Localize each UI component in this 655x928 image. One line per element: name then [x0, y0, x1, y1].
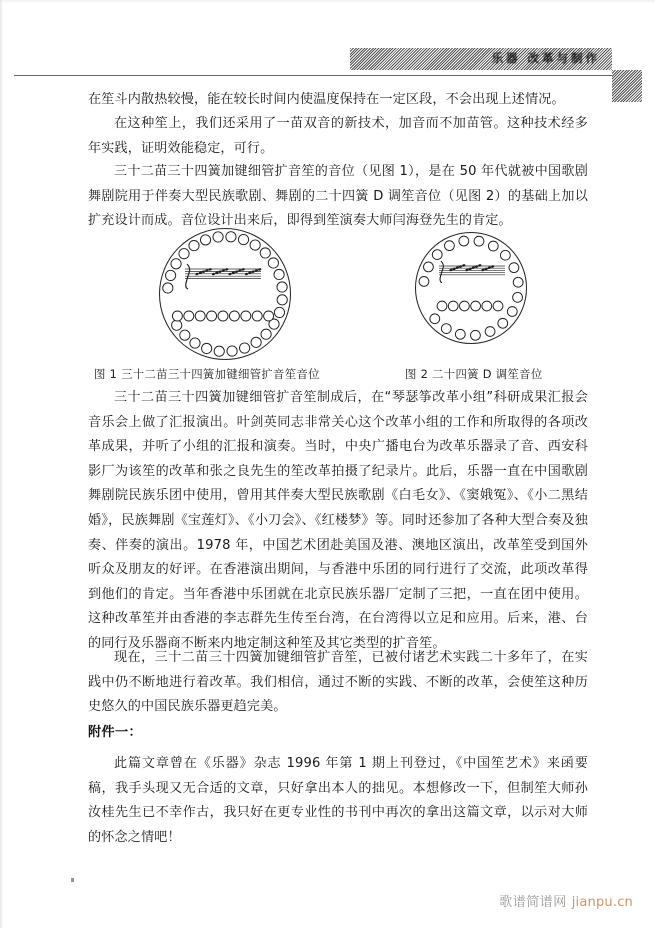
paragraph-3: 三十二苗三十四簧加键细管扩音笙的音位（见图 1），是在 50 年代就被中国歌剧舞剧院用于伴奏大型民族歌剧、舞剧的二十四簧 D 调笙音位（见图 2）的基础上加以扩充设计而成。音位设计出来后，即得到笙演奏大师闫海登先生的肯定。	[88, 164, 588, 229]
figure-1-diagram	[157, 226, 293, 362]
scan-edge-top	[0, 0, 655, 3]
figure-2-caption: 图 2 二十四簧 D 调笙音位	[405, 367, 543, 381]
watermark	[499, 891, 633, 910]
header-rule	[14, 75, 612, 76]
figure-2	[413, 230, 529, 346]
figure-2-diagram	[413, 230, 529, 346]
paragraph-attachment: 此篇文章曾在《乐器》杂志 1996 年第 1 期上刊登过，《中国笙艺术》来函要稿，我手头现又无合适的文章，只好拿出本人的拙见。本想修改一下，但制笙大师孙汝桂先生已不幸作古，我只好在更专业性的书刊中再次的拿出这篇文章，以示对大师的怀念之情吧！	[88, 756, 588, 845]
running-header-text: 乐器 改革与制作	[491, 51, 600, 65]
figure-1-caption: 图 1 三十二苗三十四簧加键细管扩音笙音位	[94, 367, 320, 381]
header-corner-block	[612, 70, 642, 102]
scan-edge-left	[0, 0, 3, 928]
watermark-chinese-text: 歌谱简谱网	[499, 895, 567, 910]
scan-artifact-speck	[71, 878, 74, 882]
paragraph-1: 在笙斗内散热较慢，能在较长时间内使温度保持在一定区段，不会出现上述情况。	[88, 92, 565, 107]
figure-1	[157, 226, 293, 362]
paragraph-body-2: 现在，三十二苗三十四簧加键细管扩音笙，已被付诸艺术实践二十多年了，在实践中仍不断地进行着改革。我们相信，通过不断的实践、不断的改革，会使笙这种历史悠久的中国民族乐器更趋完美。	[88, 650, 588, 715]
watermark-url-text: jianpu.cn	[571, 895, 633, 910]
attachment-label: 附件一：	[88, 725, 142, 740]
paragraph-2: 在这种笙上，我们还采用了一苗双音的新技术，加音而不加苗管。这种技术经多年实践，证明效能稳定，可行。	[88, 116, 588, 156]
paragraph-body-1: 三十二苗三十四簧加键细管扩音笙制成后，在“琴瑟筝改革小组”科研成果汇报会音乐会上做了汇报演出。叶剑英同志非常关心这个改革小组的工作和所取得的各项改革成果，并听了小组的汇报和演奏。当时，中央广播电台为改革乐器录了音、西安科影厂为该笙的改革和张之良先生的笙改革拍摄了纪录片。此后，乐器一直在中国歌剧舞剧院民族乐团中使用，曾用其伴奏大型民族歌剧《白毛女》、《窦娥冤》、《小二黑结婚》，民族舞剧《宝莲灯》、《小刀会》、《红楼梦》等。同时还参加了各种大型合奏及独奏、伴奏的演出。1978 年，中国艺术团赴美国及港、澳地区演出，改革笙受到国外听众及朋友的好评。在香港演出期间，与香港中乐团的同行进行了交流，此项改革得到他们的肯定。当年香港中乐团就在北京民族乐器厂定制了三把，一直在团中使用。这种改革笙并由香港的李志群先生传至台湾，在台湾得以立足和应用。后来，港、台的同行及乐器商不断来内地定制这种笙及其它类型的扩音笙。	[88, 390, 588, 651]
